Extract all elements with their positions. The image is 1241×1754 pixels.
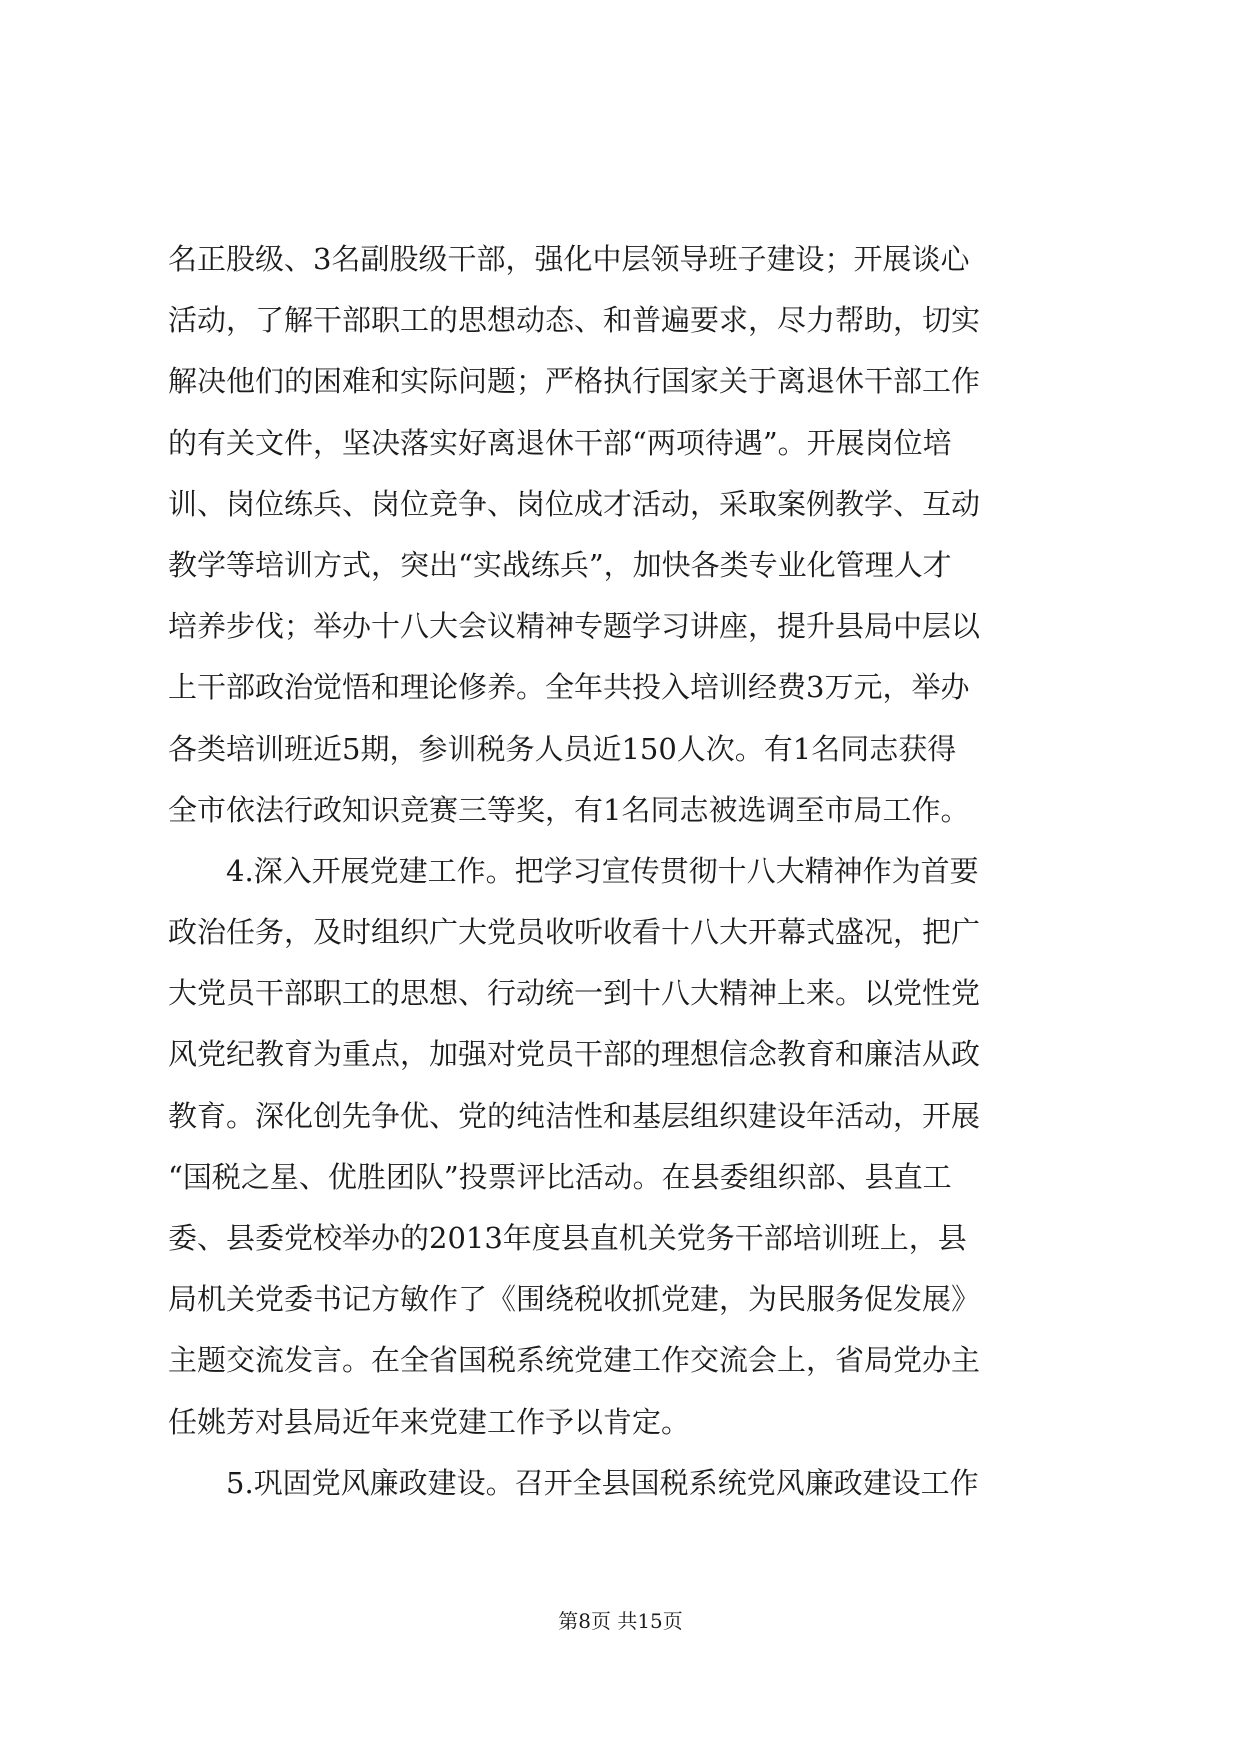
- text-line: 风党纪教育为重点，加强对党员干部的理想信念教育和廉洁从政: [168, 1037, 981, 1072]
- text-line: 各类培训班近5期，参训税务人员近150人次。有1名同志获得: [168, 731, 957, 766]
- text-line: 解决他们的困难和实际问题；严格执行国家关于离退休干部工作: [168, 364, 981, 399]
- text-line: 任姚芳对县局近年来党建工作予以肯定。: [168, 1404, 691, 1439]
- text-line: 教学等培训方式，突出“实战练兵”，加快各类专业化管理人才: [168, 547, 952, 582]
- text-line: 局机关党委书记方敏作了《围绕税收抓党建，为民服务促发展》: [168, 1282, 981, 1317]
- text-line: 全市依法行政知识竞赛三等奖，有1名同志被选调至市局工作。: [168, 792, 970, 827]
- text-line: 的有关文件，坚决落实好离退休干部“两项待遇”。开展岗位培: [168, 425, 952, 460]
- text-line: 教育。深化创先争优、党的纯洁性和基层组织建设年活动，开展: [168, 1098, 981, 1133]
- text-line: 训、岗位练兵、岗位竞争、岗位成才活动，采取案例教学、互动: [168, 486, 981, 521]
- text-line: 活动，了解干部职工的思想动态、和普遍要求，尽力帮助，切实: [168, 303, 981, 338]
- text-line: 大党员干部职工的思想、行动统一到十八大精神上来。以党性党: [168, 976, 981, 1011]
- text-line: 主题交流发言。在全省国税系统党建工作交流会上，省局党办主: [168, 1343, 981, 1378]
- text-line: 4.深入开展党建工作。把学习宣传贯彻十八大精神作为首要: [168, 853, 979, 888]
- text-line: 政治任务，及时组织广大党员收听收看十八大开幕式盛况，把广: [168, 915, 981, 950]
- text-line: 委、县委党校举办的2013年度县直机关党务干部培训班上，县: [168, 1221, 967, 1255]
- body-text: [168, 229, 1083, 1514]
- text-line: 上干部政治觉悟和理论修养。全年共投入培训经费3万元，举办: [168, 670, 970, 705]
- text-line: 5.巩固党风廉政建设。召开全县国税系统党风廉政建设工作: [168, 1465, 979, 1500]
- text-line: “国税之星、优胜团队”投票评比活动。在县委组织部、县直工: [168, 1159, 952, 1194]
- text-line: 名正股级、3名副股级干部，强化中层领导班子建设；开展谈心: [168, 242, 970, 276]
- page-footer: 第8页 共15页: [558, 1609, 683, 1633]
- text-line: 培养步伐；举办十八大会议精神专题学习讲座，提升县局中层以: [168, 609, 981, 644]
